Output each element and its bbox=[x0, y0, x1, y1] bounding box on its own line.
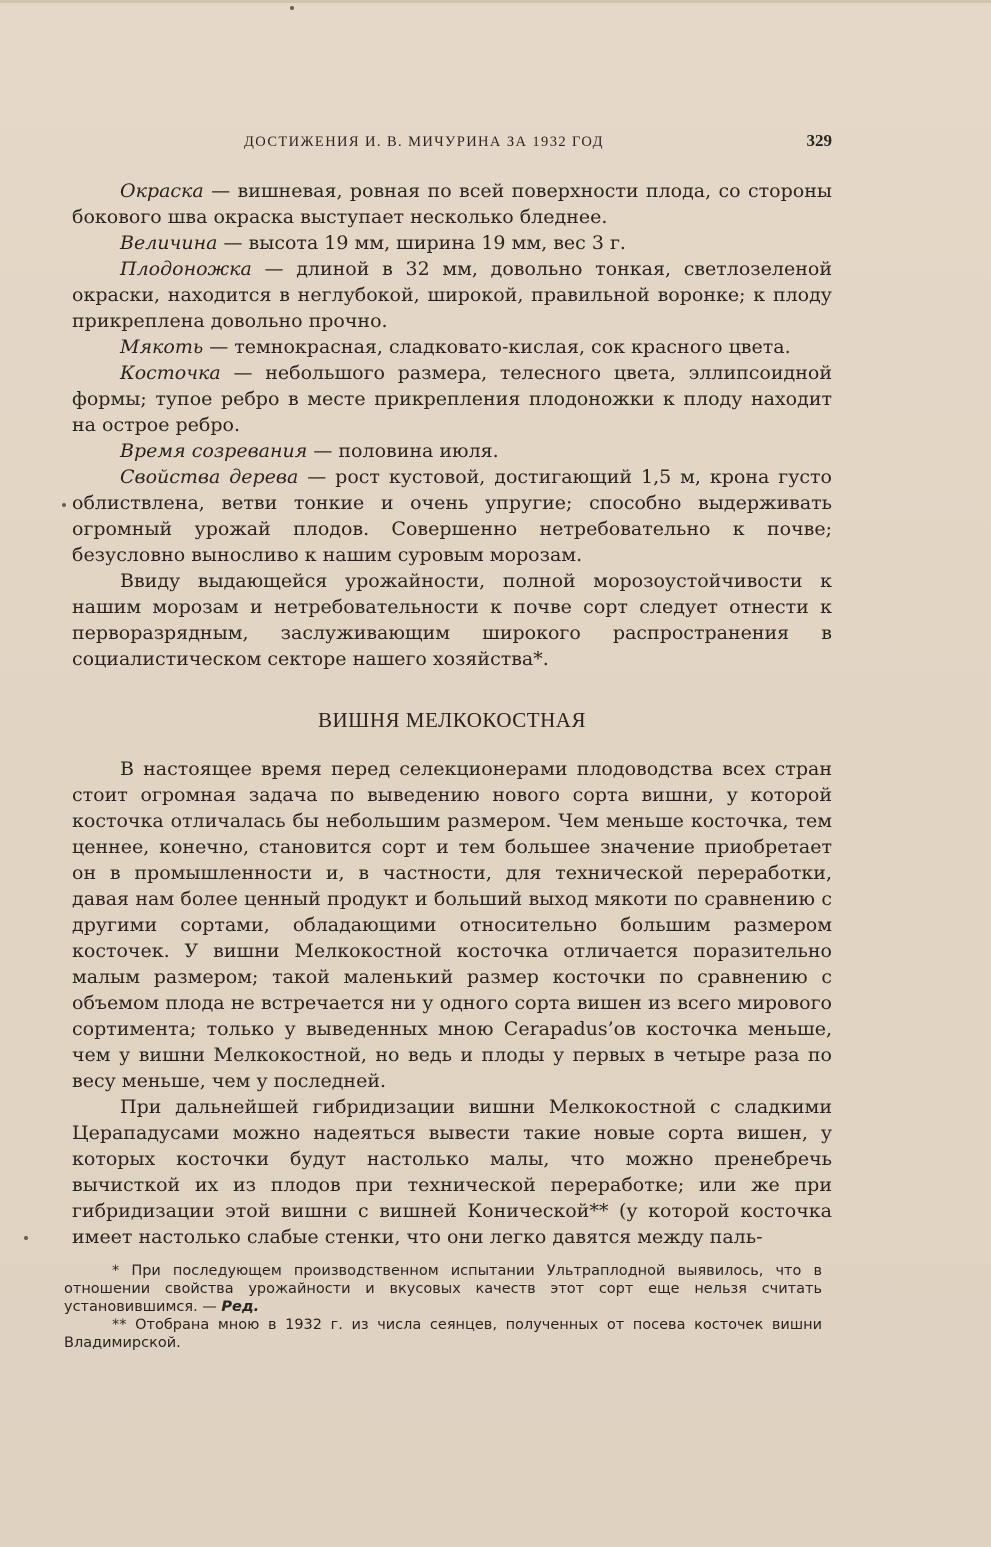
desc-paragraph-stem bbox=[72, 256, 832, 334]
desc-label: Величина bbox=[120, 232, 218, 254]
desc-label: Время созревания bbox=[120, 440, 308, 462]
conclusion-paragraph: Ввиду выдающейся урожайности, полной морозоустойчивости к нашим морозам и нетребовательности к почве сорт следует отнести к перворазрядным, заслуживающим широкого распространения в социалистическом секторе нашего хозяйства*. bbox=[72, 570, 832, 670]
desc-paragraph-color bbox=[72, 178, 832, 230]
footnotes bbox=[64, 1262, 822, 1352]
desc-label: Плодоножка bbox=[120, 258, 252, 280]
desc-paragraph-ripening bbox=[72, 438, 832, 464]
desc-label: Косточка bbox=[120, 362, 221, 384]
page-number: 329 bbox=[806, 131, 832, 150]
print-speck bbox=[24, 1236, 28, 1240]
print-speck bbox=[290, 6, 294, 10]
footnote-1 bbox=[64, 1262, 822, 1316]
desc-text: — небольшого размера, телесного цвета, эллипсоидной формы; тупое ребро в месте прикрепления плодоножки к плоду находит на острое ребро. bbox=[72, 362, 832, 436]
desc-text: — половина июля. bbox=[307, 440, 499, 462]
desc-text: — рост кустовой, достигающий 1,5 м, крона густо облиствлена, ветви тонкие и очень упругие; способно выдерживать огромный урожай плодов. Совершенно нетребовательно к почве; безусловно выносливо к нашим суровым морозам. bbox=[72, 466, 832, 566]
running-head bbox=[72, 131, 832, 156]
desc-paragraph-flesh bbox=[72, 334, 832, 360]
section-title: ВИШНЯ МЕЛКОКОСТНАЯ bbox=[318, 708, 586, 732]
desc-paragraph-size bbox=[72, 230, 832, 256]
section-paragraph: При дальнейшей гибридизации вишни Мелкокостной с сладкими Церападусами можно надеяться вывести такие новые сорта вишен, у которых косточки будут настолько малы, что можно пренебречь вычисткой их из плодов при технической переработке; или же при гибридизации этой вишни с вишней Конической** (у которой косточка имеет настолько слабые стенки, что они легко давятся между паль- bbox=[72, 1096, 832, 1248]
desc-label: Свойства дерева bbox=[120, 466, 299, 488]
footnote-text: * При последующем производственном испытании Ультраплодной выявилось, что в отношении свойства урожайности и вкусовых качеств этот сорт еще нельзя считать установившимся. — bbox=[64, 1263, 822, 1315]
variety-description bbox=[72, 178, 832, 672]
desc-text: — высота 19 мм, ширина 19 мм, вес 3 г. bbox=[217, 232, 626, 254]
desc-text: — длиной в 32 мм, довольно тонкая, светлозеленой окраски, находится в неглубокой, широкой, правильной воронке; к плоду прикреплена довольно прочно. bbox=[72, 258, 832, 332]
footnote-2: ** Отобрана мною в 1932 г. из числа сеянцев, полученных от посева косточек вишни Владимирской. bbox=[64, 1317, 822, 1351]
desc-text: — темнокрасная, сладковато-кислая, сок красного цвета. bbox=[203, 336, 791, 358]
desc-paragraph-tree bbox=[72, 464, 832, 568]
running-title: ДОСТИЖЕНИЯ И. В. МИЧУРИНА ЗА 1932 ГОД bbox=[244, 134, 604, 150]
section-body bbox=[72, 756, 832, 1250]
desc-text: — вишневая, ровная по всей поверхности плода, со стороны бокового шва окраска выступает несколько бледнее. bbox=[72, 180, 832, 228]
print-speck bbox=[62, 503, 66, 507]
page-edge bbox=[0, 0, 991, 3]
section-paragraph: В настоящее время перед селекционерами плодоводства всех стран стоит огромная задача по выведению нового сорта вишни, у которой косточка отличалась бы небольшим размером. Чем меньше косточка, тем ценнее, конечно, становится сорт и тем большее значение приобретает он в промышленности и, в частности, для технической переработки, давая нам более ценный продукт и больший выход мякоти по сравнению с другими сортами, обладающими относительно большим размером косточек. У вишни Мелкокостной косточка отличается поразительно малым размером; такой маленький размер косточки по сравнению с объемом плода не встречается ни у одного сорта вишен из всего мирового сортимента; только у выведенных мною Cerapadus’ов косточка меньше, чем у вишни Мелкокостной, но ведь и плоды у первых в четыре раза по весу меньше, чем у последней. bbox=[72, 758, 832, 1092]
desc-label: Окраска bbox=[120, 180, 204, 202]
desc-label: Мякоть bbox=[120, 336, 204, 358]
footnote-editor-mark: Ред. bbox=[221, 1299, 260, 1315]
desc-paragraph-stone bbox=[72, 360, 832, 438]
